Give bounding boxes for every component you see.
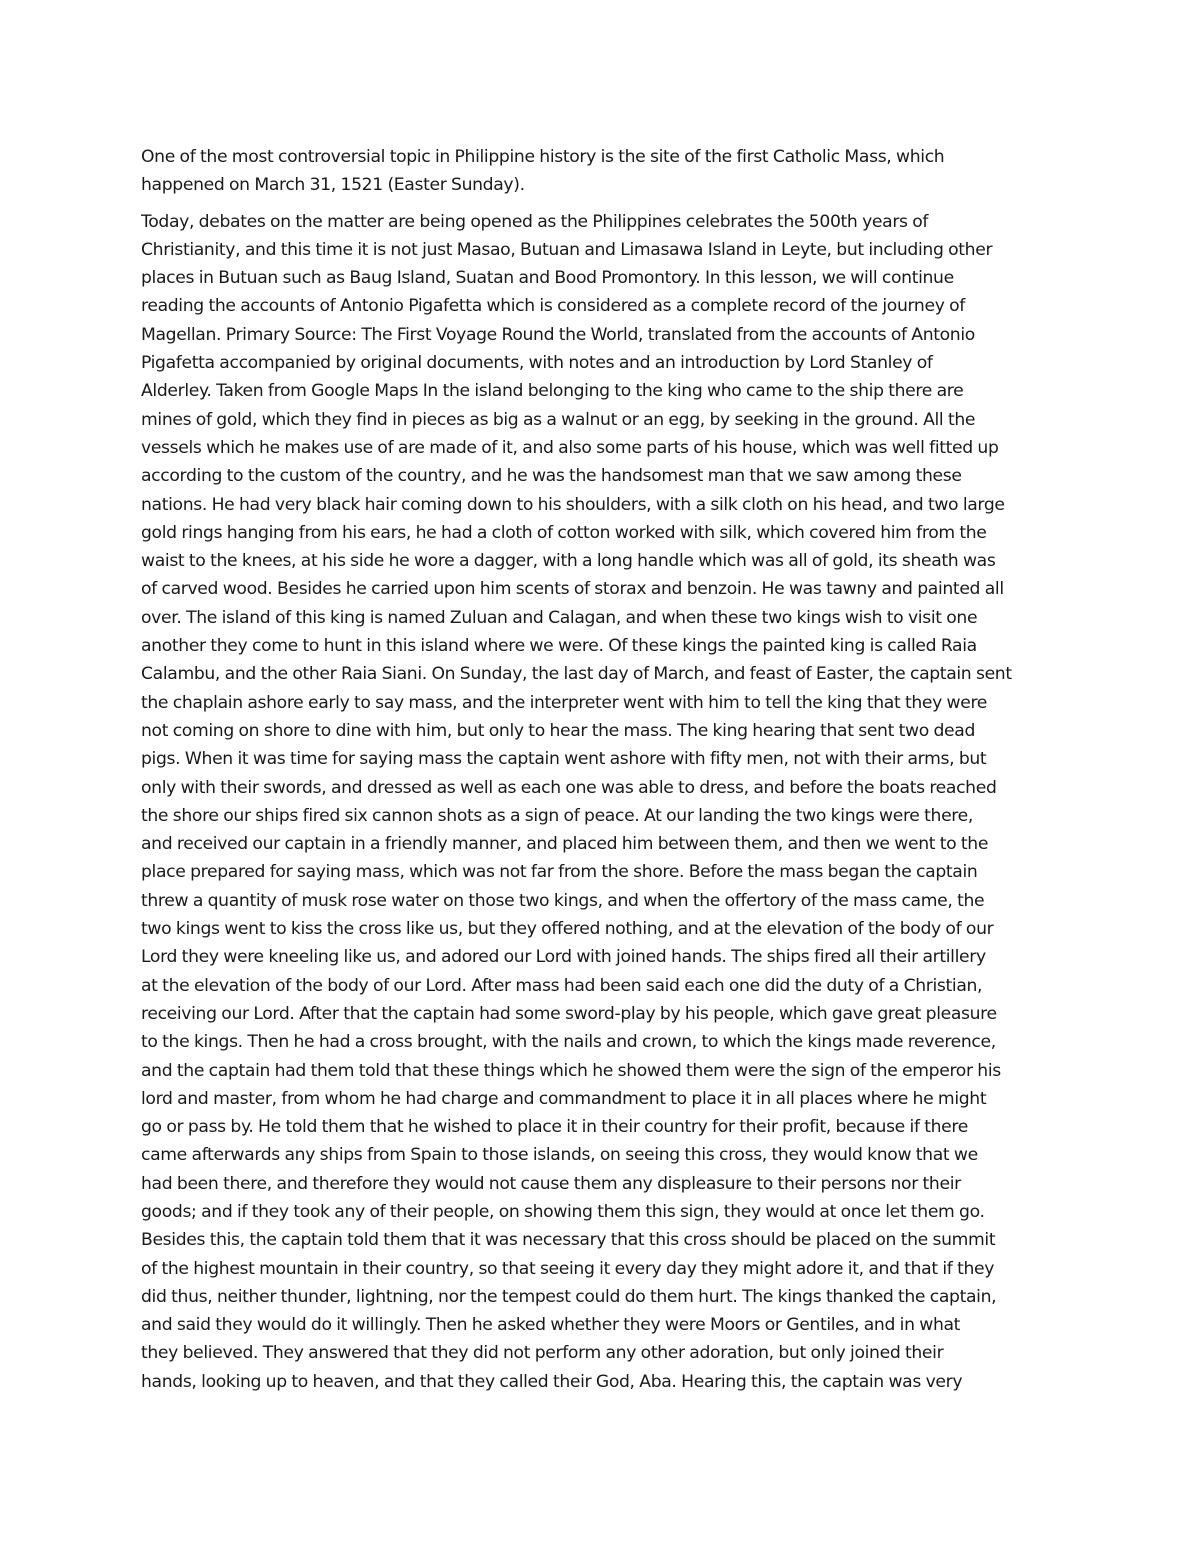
- text-line: Lord they were kneeling like us, and adored our Lord with joined hands. The ships fired all their artillery: [141, 947, 986, 968]
- text-line: hands, looking up to heaven, and that they called their God, Aba. Hearing this, the captain was very: [141, 1371, 963, 1392]
- text-line: did thus, neither thunder, lightning, nor the tempest could do them hurt. The kings thanked the captain,: [141, 1286, 997, 1307]
- text-line: Besides this, the captain told them that it was necessary that this cross should be placed on the summit: [141, 1230, 996, 1251]
- text-line: receiving our Lord. After that the captain had some sword-play by his people, which gave great pleasure: [141, 1003, 997, 1024]
- text-line: go or pass by. He told them that he wished to place it in their country for their profit, because if there: [141, 1117, 968, 1138]
- paragraph-intro: [141, 143, 1066, 200]
- text-line: only with their swords, and dressed as well as each one was able to dress, and before the boats reached: [141, 777, 997, 798]
- text-line: gold rings hanging from his ears, he had a cloth of cotton worked with silk, which covered him from the: [141, 522, 987, 543]
- text-line: came afterwards any ships from Spain to those islands, on seeing this cross, they would know that we: [141, 1145, 978, 1166]
- text-line: pigs. When it was time for saying mass the captain went ashore with fifty men, not with their arms, but: [141, 749, 987, 770]
- text-line: vessels which he makes use of are made of it, and also some parts of his house, which was well fitted up: [141, 437, 999, 458]
- text-line: Magellan. Primary Source: The First Voyage Round the World, translated from the accounts of Antonio: [141, 324, 975, 345]
- text-line: Today, debates on the matter are being opened as the Philippines celebrates the 500th years of: [141, 211, 929, 232]
- text-line: and the captain had them told that these things which he showed them were the sign of the emperor his: [141, 1060, 1001, 1081]
- text-line: the shore our ships fired six cannon shots as a sign of peace. At our landing the two kings were there,: [141, 805, 973, 826]
- text-line: nations. He had very black hair coming down to his shoulders, with a silk cloth on his head, and two large: [141, 494, 1005, 515]
- text-line: places in Butuan such as Baug Island, Suatan and Bood Promontory. In this lesson, we will continue: [141, 268, 954, 289]
- document-body: [141, 143, 1066, 1404]
- text-line: place prepared for saying mass, which was not far from the shore. Before the mass began the captain: [141, 862, 978, 883]
- text-line: Calambu, and the other Raia Siani. On Sunday, the last day of March, and feast of Easter, the captain sent: [141, 664, 1012, 685]
- text-line: had been there, and therefore they would not cause them any displeasure to their persons nor their: [141, 1173, 961, 1194]
- text-line: according to the custom of the country, and he was the handsomest man that we saw among these: [141, 466, 962, 487]
- paragraph-main: [141, 208, 1066, 1396]
- text-line: happened on March 31, 1521 (Easter Sunday).: [141, 175, 525, 196]
- text-line: the chaplain ashore early to say mass, and the interpreter went with him to tell the king that they were: [141, 692, 988, 713]
- text-line: and received our captain in a friendly manner, and placed him between them, and then we went to the: [141, 834, 989, 855]
- text-line: goods; and if they took any of their people, on showing them this sign, they would at once let them go.: [141, 1201, 985, 1222]
- text-line: mines of gold, which they find in pieces as big as a walnut or an egg, by seeking in the ground. All the: [141, 409, 976, 430]
- text-line: waist to the knees, at his side he wore a dagger, with a long handle which was all of gold, its sheath was: [141, 551, 996, 572]
- text-line: at the elevation of the body of our Lord. After mass had been said each one did the duty of a Christian,: [141, 975, 983, 996]
- text-line: One of the most controversial topic in Philippine history is the site of the first Catholic Mass, which: [141, 147, 945, 167]
- text-line: lord and master, from whom he had charge and commandment to place it in all places where he might: [141, 1088, 987, 1109]
- text-line: of the highest mountain in their country, so that seeing it every day they might adore it, and that if they: [141, 1258, 995, 1279]
- text-line: Alderley. Taken from Google Maps In the island belonging to the king who came to the ship there are: [141, 381, 964, 402]
- text-line: not coming on shore to dine with him, but only to hear the mass. The king hearing that sent two dead: [141, 720, 976, 741]
- text-line: over. The island of this king is named Zuluan and Calagan, and when these two kings wish to visit one: [141, 607, 978, 628]
- text-line: Christianity, and this time it is not just Masao, Butuan and Limasawa Island in Leyte, but including other: [141, 239, 993, 260]
- text-line: two kings went to kiss the cross like us, but they offered nothing, and at the elevation of the body of our: [141, 919, 994, 940]
- text-line: to the kings. Then he had a cross brought, with the nails and crown, to which the kings made reverence,: [141, 1032, 996, 1053]
- text-line: another they come to hunt in this island where we were. Of these kings the painted king is called Raia: [141, 636, 977, 657]
- text-line: and said they would do it willingly. Then he asked whether they were Moors or Gentiles, and in what: [141, 1315, 961, 1336]
- text-line: Pigafetta accompanied by original documents, with notes and an introduction by Lord Stanley of: [141, 353, 933, 374]
- text-line: of carved wood. Besides he carried upon him scents of storax and benzoin. He was tawny and painted all: [141, 579, 1004, 600]
- text-line: threw a quantity of musk rose water on those two kings, and when the offertory of the mass came, the: [141, 890, 985, 911]
- text-line: they believed. They answered that they did not perform any other adoration, but only joined their: [141, 1343, 944, 1364]
- text-line: reading the accounts of Antonio Pigafetta which is considered as a complete record of the journey of: [141, 296, 966, 317]
